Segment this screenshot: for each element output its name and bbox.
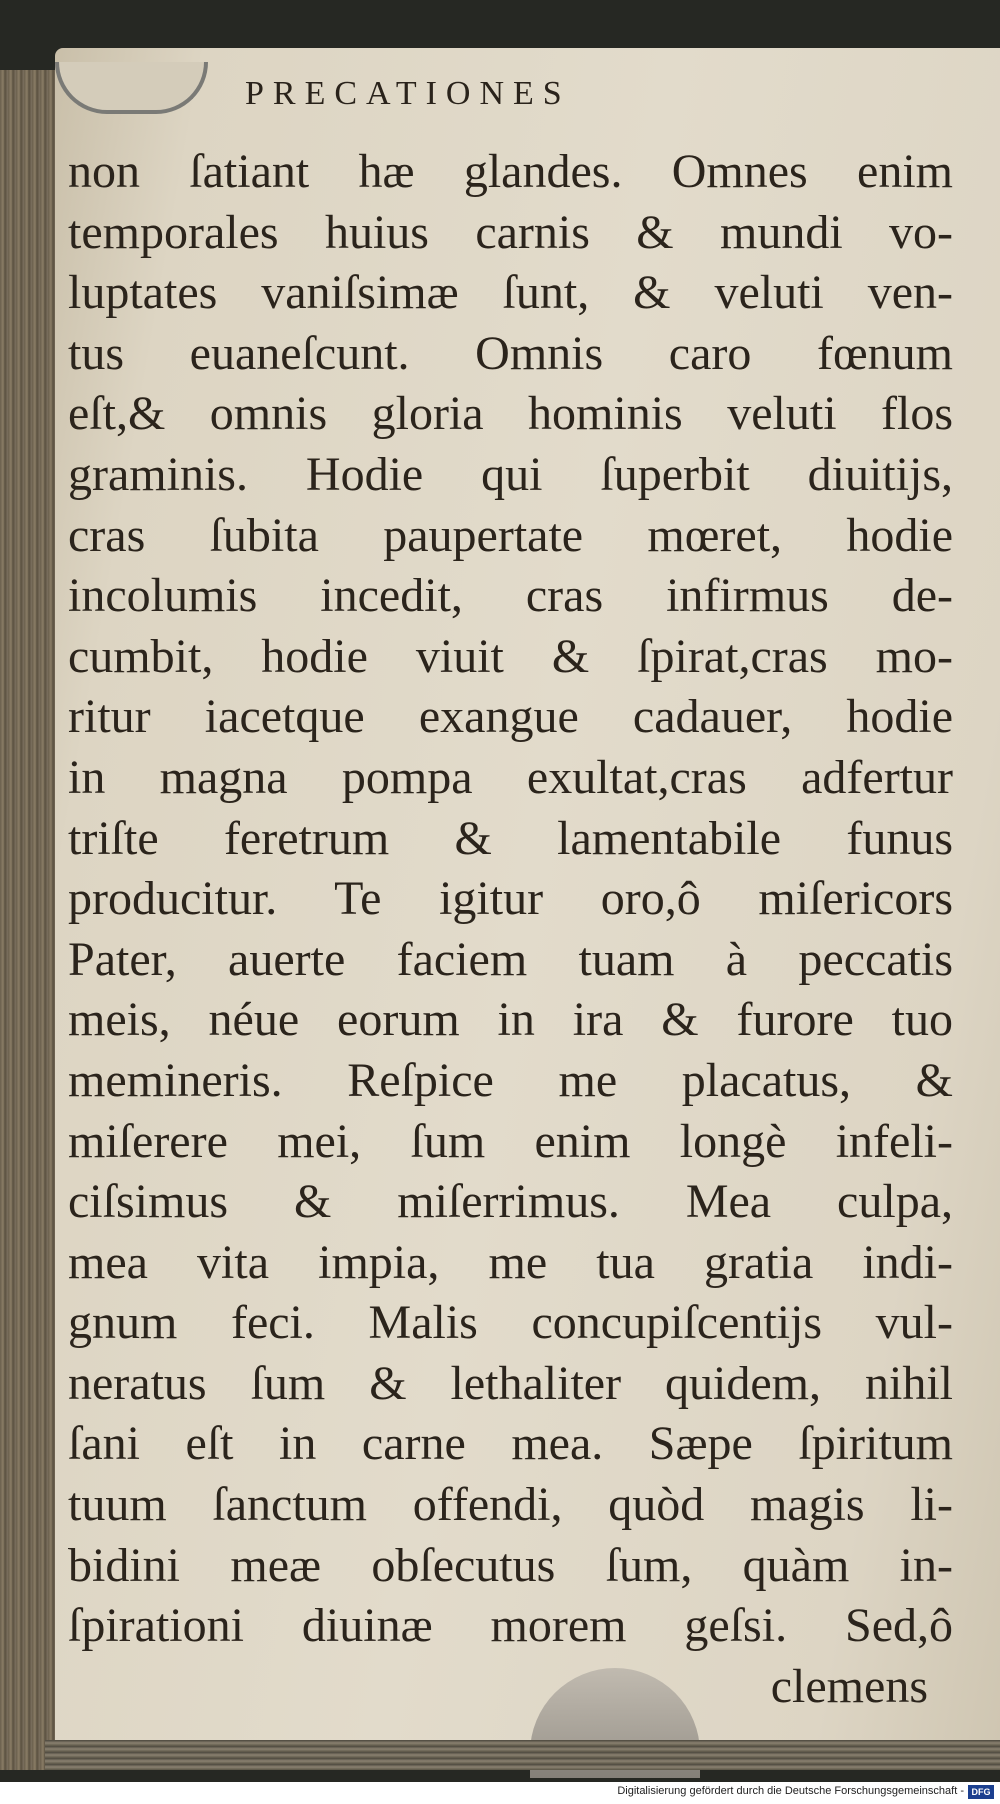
- text-line: bidini meæ obſecutus ſum, quàm in-: [68, 1538, 953, 1592]
- text-line: mea vita impia, me tua gratia indi-: [68, 1235, 953, 1289]
- text-line: graminis. Hodie qui ſuperbit diuitijs,: [68, 447, 953, 501]
- text-line: incolumis incedit, cras infirmus de-: [68, 569, 953, 623]
- text-line: producitur. Te igitur oro,ô miſericors: [68, 872, 953, 926]
- text-line: in magna pompa exultat,cras adfertur: [68, 750, 953, 804]
- text-line: non ſatiant hæ glandes. Omnes enim: [68, 145, 953, 198]
- text-line: tuum ſanctum offendi, quòd magis li-: [68, 1478, 953, 1532]
- text-line: cumbit, hodie viuit & ſpirat,cras mo-: [68, 629, 953, 683]
- text-line: ciſsimus & miſerrimus. Mea culpa,: [68, 1175, 953, 1229]
- text-line: luptates vaniſsimæ ſunt, & veluti ven-: [68, 266, 953, 320]
- text-line: tus euaneſcunt. Omnis caro fœnum: [68, 326, 953, 380]
- text-line: eſt,& omnis gloria hominis veluti flos: [68, 387, 953, 441]
- text-line: cras ſubita paupertate mœret, hodie: [68, 508, 953, 562]
- text-line: neratus ſum & lethaliter quidem, nihil: [68, 1356, 953, 1410]
- text-line: Pater, auerte faciem tuam à peccatis: [68, 932, 953, 986]
- page-text: [68, 142, 953, 1717]
- text-line: ſani eſt in carne mea. Sæpe ſpiritum: [68, 1417, 953, 1471]
- text-line: temporales huius carnis & mundi vo-: [68, 205, 953, 259]
- text-line: meis, néue eorum in ira & furore tuo: [68, 993, 953, 1047]
- dfg-logo: DFG: [968, 1785, 994, 1799]
- text-line: miſerere mei, ſum enim longè infeli-: [68, 1114, 953, 1168]
- text-line: gnum feci. Malis concupiſcentijs vul-: [68, 1296, 953, 1350]
- text-line: memineris. Reſpice me placatus, &: [68, 1053, 953, 1107]
- text-line: ſpirationi diuinæ morem geſsi. Sed,ô: [68, 1599, 953, 1653]
- text-line: triſte feretrum & lamentabile funus: [68, 811, 953, 865]
- catchword: clemens: [770, 1659, 928, 1713]
- page-stack-edge: [45, 1740, 1000, 1770]
- text-line: ritur iacetque exangue cadauer, hodie: [68, 690, 953, 744]
- running-head: PRECATIONES: [245, 75, 571, 112]
- funding-credit: Digitalisierung gefördert durch die Deutsche Forschungsgemeinschaft -: [617, 1785, 964, 1797]
